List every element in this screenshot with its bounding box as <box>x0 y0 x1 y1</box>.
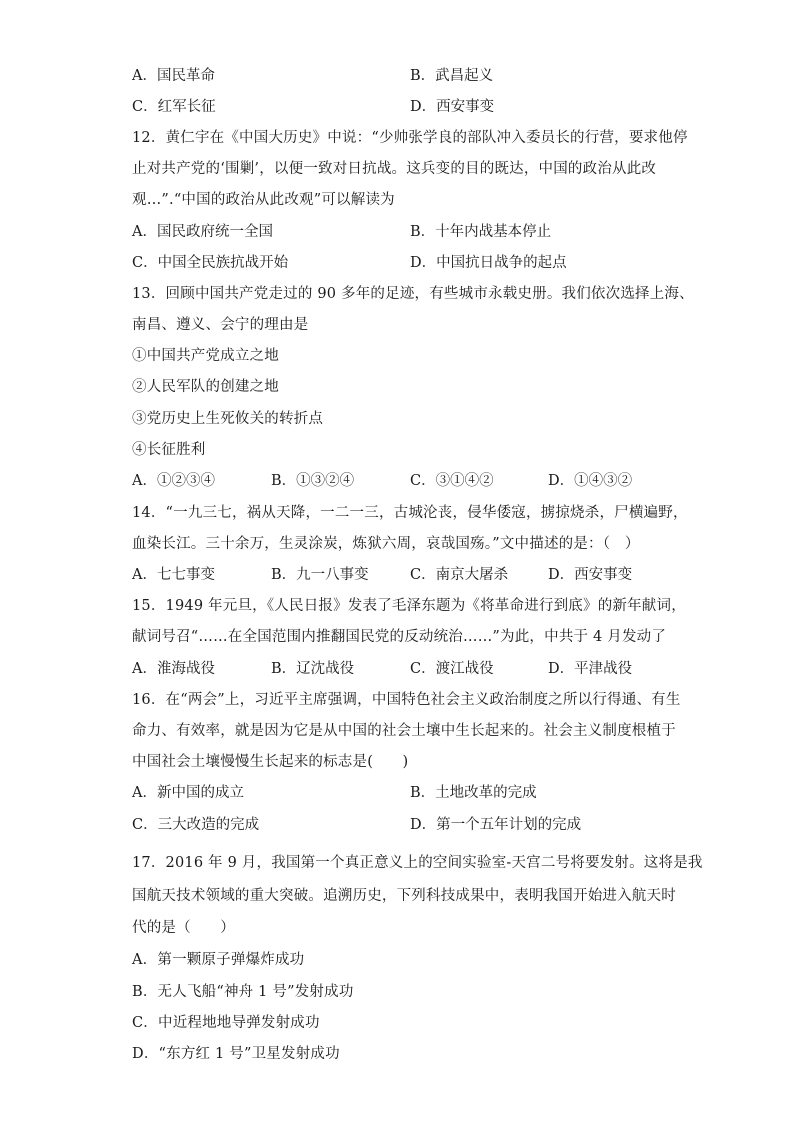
q15-option-a: A．淮海战役 <box>132 661 215 677</box>
q13-stem-line-1: 13．回顾中国共产党走过的 90 多年的足迹，有些城市永载史册。我们依次选择上海、 <box>132 286 694 302</box>
q13-option-c: C．③①④② <box>410 473 494 489</box>
q12-option-d: D．中国抗日战争的起点 <box>410 255 567 271</box>
q13-item-2: ②人民军队的创建之地 <box>132 379 279 395</box>
q14-option-d: D．西安事变 <box>548 567 633 583</box>
q12-stem-line-1: 12．黄仁宇在《中国大历史》中说：“少帅张学良的部队冲入委员长的行营，要求他停 <box>132 130 688 146</box>
q14-stem-line-1: 14．“一九三七，祸从天降，一二一三，古城沦丧，侵华倭寇，掳掠烧杀，尸横遍野， <box>132 505 688 521</box>
q11-option-c: C．红军长征 <box>132 99 216 115</box>
q17-stem-line-3: 代的是（ ） <box>132 920 235 936</box>
q12-option-a: A．国民政府统一全国 <box>132 224 273 240</box>
q13-option-b: B．①③②④ <box>271 473 355 489</box>
q12-option-c: C．中国全民族抗战开始 <box>132 255 289 271</box>
q13-item-3: ③党历史上生死攸关的转折点 <box>132 411 324 427</box>
q16-stem-line-1: 16．在“两会”上，习近平主席强调，中国特色社会主义政治制度之所以行得通、有生 <box>132 692 681 708</box>
q17-option-d: D．“东方红 1 号”卫星发射成功 <box>132 1046 340 1062</box>
q15-stem-line-2: 献词号召“……在全国范围内推翻国民党的反动统治……”为此，中共于 4 月发动了 <box>132 629 667 645</box>
q17-option-c: C．中近程地地导弹发射成功 <box>132 1015 320 1031</box>
q12-stem-line-3: 观…”.“中国的政治从此改观”可以解读为 <box>132 192 395 208</box>
q15-option-b: B．辽沈战役 <box>271 661 355 677</box>
q13-option-a: A．①②③④ <box>132 473 215 489</box>
q11-option-b: B．武昌起义 <box>410 68 494 84</box>
q17-option-b: B．无人飞船“神舟 1 号”发射成功 <box>132 984 354 1000</box>
q15-stem-line-1: 15．1949 年元旦，《人民日报》发表了毛泽东题为《将革命进行到底》的新年献词， <box>132 598 686 614</box>
q16-option-d: D．第一个五年计划的完成 <box>410 817 582 833</box>
q15-option-d: D．平津战役 <box>548 661 633 677</box>
q11-option-d: D．西安事变 <box>410 99 495 115</box>
q13-stem-line-2: 南昌、遵义、会宁的理由是 <box>132 317 309 333</box>
q16-stem-line-3: 中国社会土壤慢慢生长起来的标志是( ) <box>132 754 409 770</box>
q12-option-b: B．十年内战基本停止 <box>410 224 552 240</box>
q14-stem-line-2: 血染长江。三十余万，生灵涂炭，炼狱六周，哀哉国殇。”文中描述的是：（ ） <box>132 536 640 552</box>
q16-option-c: C．三大改造的完成 <box>132 817 260 833</box>
q13-item-1: ①中国共产党成立之地 <box>132 348 279 364</box>
q16-option-b: B．土地改革的完成 <box>410 785 537 801</box>
q13-option-d: D．①④③② <box>548 473 633 489</box>
q15-option-c: C．渡江战役 <box>410 661 494 677</box>
q17-stem-line-2: 国航天技术领域的重大突破。追溯历史，下列科技成果中，表明我国开始进入航天时 <box>132 888 676 904</box>
q14-option-b: B．九一八事变 <box>271 567 369 583</box>
q11-option-a: A．国民革命 <box>132 68 215 84</box>
q17-option-a: A．第一颗原子弹爆炸成功 <box>132 952 305 968</box>
q14-option-a: A．七七事变 <box>132 567 215 583</box>
q13-item-4: ④长征胜利 <box>132 442 206 458</box>
q16-stem-line-2: 命力、有效率，就是因为它是从中国的社会土壤中生长起来的。社会主义制度根植于 <box>132 723 676 739</box>
q16-option-a: A．新中国的成立 <box>132 785 244 801</box>
q14-option-c: C．南京大屠杀 <box>410 567 509 583</box>
q12-stem-line-2: 止对共产党的‘围剿’，以便一致对日抗战。这兵变的目的既达，中国的政治从此改 <box>132 161 657 177</box>
q17-stem-line-1: 17．2016 年 9 月，我国第一个真正意义上的空间实验室-天宫二号将要发射。这将是我 <box>132 855 703 871</box>
